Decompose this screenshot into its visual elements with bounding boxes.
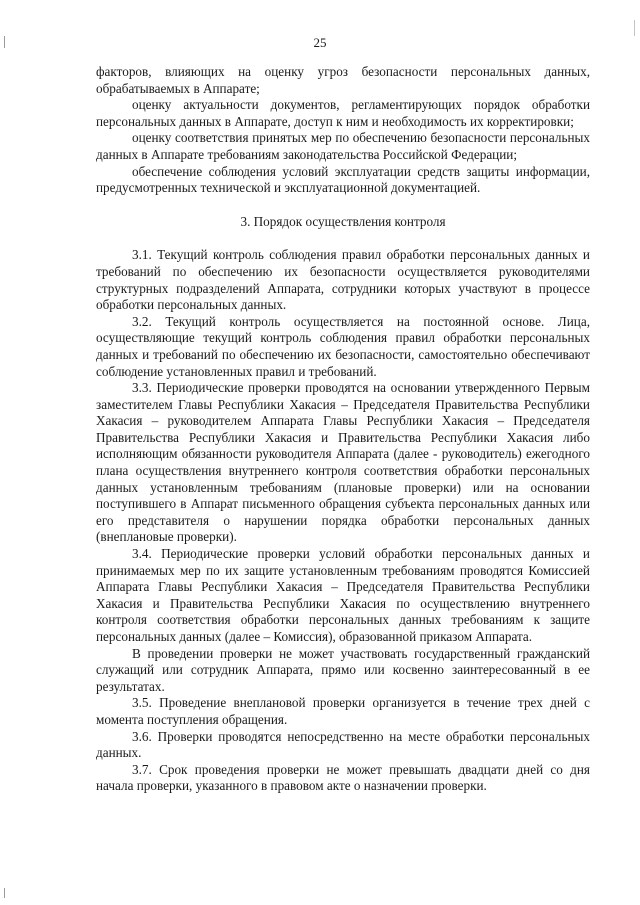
paragraph-3-1: 3.1. Текущий контроль соблюдения правил обработки персональных данных и требований по обеспечению их безопасности осуществляется руководителями структурных подразделений Аппарата, сотрудники которых участвуют в процессе обработки персональных данных. [96,247,590,313]
paragraph-3-5: 3.5. Проведение внеплановой проверки организуется в течение трех дней с момента поступления обращения. [96,695,590,727]
section-heading: 3. Порядок осуществления контроля [240,213,446,229]
scan-edge-mark [634,20,635,36]
paragraph-continuation: факторов, влияющих на оценку угроз безопасности персональных данных, обрабатываемых в Аппарате; [96,64,590,96]
paragraph-3-4: 3.4. Периодические проверки условий обработки персональных данных и принимаемых мер по их защите установленным требованиям проводятся Комиссией Аппарата Главы Республики Хакасия – Председателя Правительства Республики Хакасия и Правительства Республики Хакасия по осуществлению внутреннего контроля соответствия обработки персональных данных требованиям к защите персональных данных (далее – Комиссия), образованной приказом Аппарата. [96,546,590,644]
scan-edge-mark [4,888,5,898]
paragraph-3-7: 3.7. Срок проведения проверки не может превышать двадцати дней со дня начала проверки, указанного в правовом акте о назначении проверки. [96,761,590,794]
paragraph: обеспечение соблюдения условий эксплуатации средств защиты информации, предусмотренных технической и эксплуатационной документацией. [96,163,590,196]
document-body [96,64,590,795]
page-number: 25 [313,35,327,50]
paragraph-3-2: 3.2. Текущий контроль осуществляется на постоянной основе. Лица, осуществляющие текущий контроль соблюдения правил обработки персональных данных и требований по обеспечению их безопасности, самостоятельно обеспечивают соблюдение установленных правил и требований. [96,313,590,379]
paragraph: оценку соответствия принятых мер по обеспечению безопасности персональных данных в Аппарате требованиям законодательства Российской Федерации; [96,130,590,162]
paragraph-3-6: 3.6. Проверки проводятся непосредственно на месте обработки персональных данных. [96,728,590,761]
paragraph-3-3: 3.3. Периодические проверки проводятся на основании утвержденного Первым заместителем Главы Республики Хакасия – Председателя Правительства Республики Хакасия – руководителем Аппарата Главы Республики Хакасия – Председателя Правительства Республики Хакасия и Правительства Республики Хакасия либо исполняющим обязанности руководителя Аппарата (далее - руководитель) ежегодного плана осуществления внутреннего контроля соответствия обработки персональных данных установленным требованиям (плановые проверки) или на основании поступившего в Аппарат письменного обращения субъекта персональных данных или его представителя о нарушении порядка обработки персональных данных (внеплановые проверки). [96,380,590,545]
paragraph: оценку актуальности документов, регламентирующих порядок обработки персональных данных в Аппарате, доступ к ним и необходимость их корректировки; [96,97,590,129]
paragraph: В проведении проверки не может участвовать государственный гражданский служащий или сотрудник Аппарата, прямо или косвенно заинтересованный в ее результатах. [96,645,590,694]
